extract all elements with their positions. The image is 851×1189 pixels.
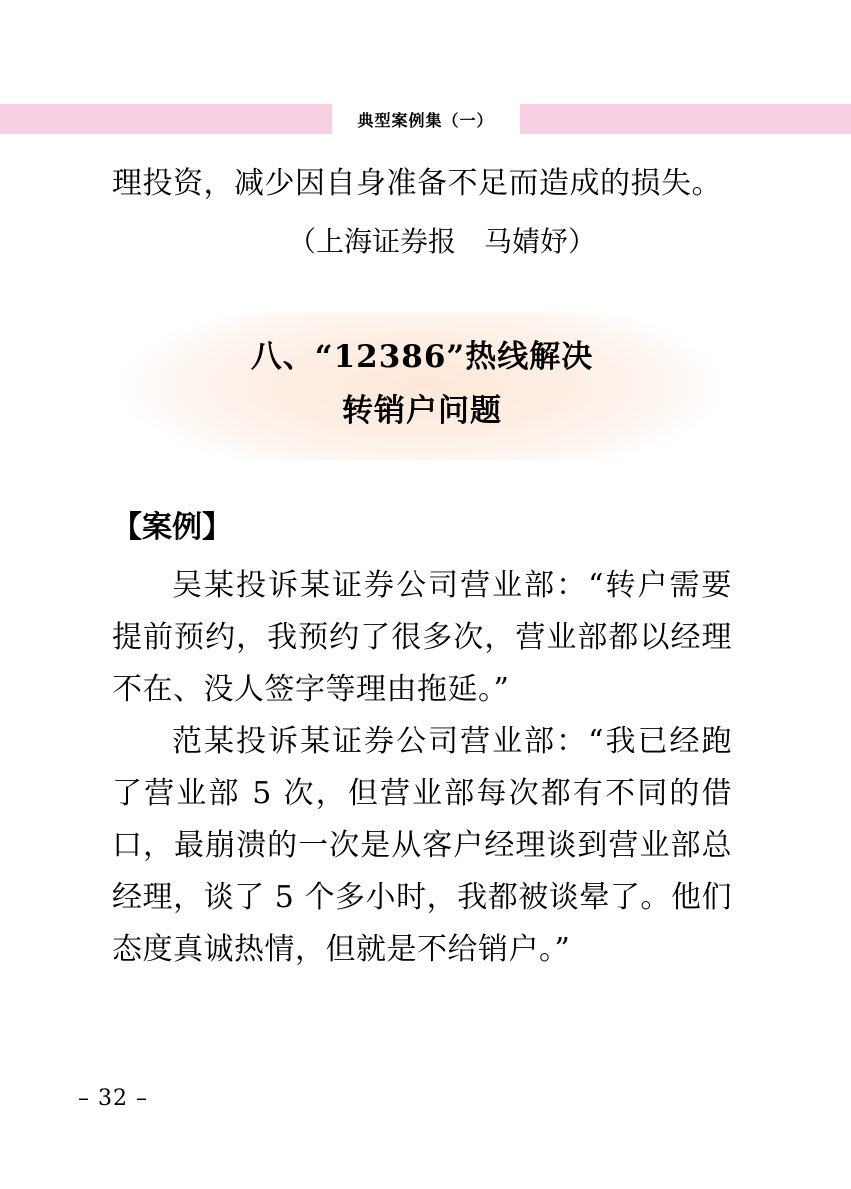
section-heading — [112, 312, 732, 460]
source-attribution: （上海证券报 马婧妤） — [287, 225, 596, 258]
case-label: 【案例】 — [112, 510, 232, 545]
case-paragraph-1: 吴某投诉某证券公司营业部：“转户需要提前预约，我预约了很多次，营业部都以经理不在、没人签字等理由拖延。” — [112, 568, 732, 707]
page-content — [112, 158, 732, 976]
running-header-center — [331, 104, 519, 134]
page-number: – 32 – — [78, 1086, 148, 1111]
continued-paragraph: 理投资，减少因自身准备不足而造成的损失。 — [112, 166, 722, 201]
running-header-title: 典型案例集（一） — [357, 110, 494, 130]
section-heading-line-1: 八、“12386”热线解决 — [250, 339, 594, 375]
section-heading-line-2: 转销户问题 — [342, 393, 502, 429]
case-paragraph-2: 范某投诉某证券公司营业部：“我已经跑了营业部 5 次，但营业部每次都有不同的借口，最崩溃的一次是从客户经理谈到营业部总经理，谈了 5 个多小时，我都被谈晕了。他们态度真诚热情，但就是不给销户。” — [112, 724, 732, 967]
case-paragraphs — [112, 560, 732, 976]
running-header-band — [0, 104, 851, 134]
